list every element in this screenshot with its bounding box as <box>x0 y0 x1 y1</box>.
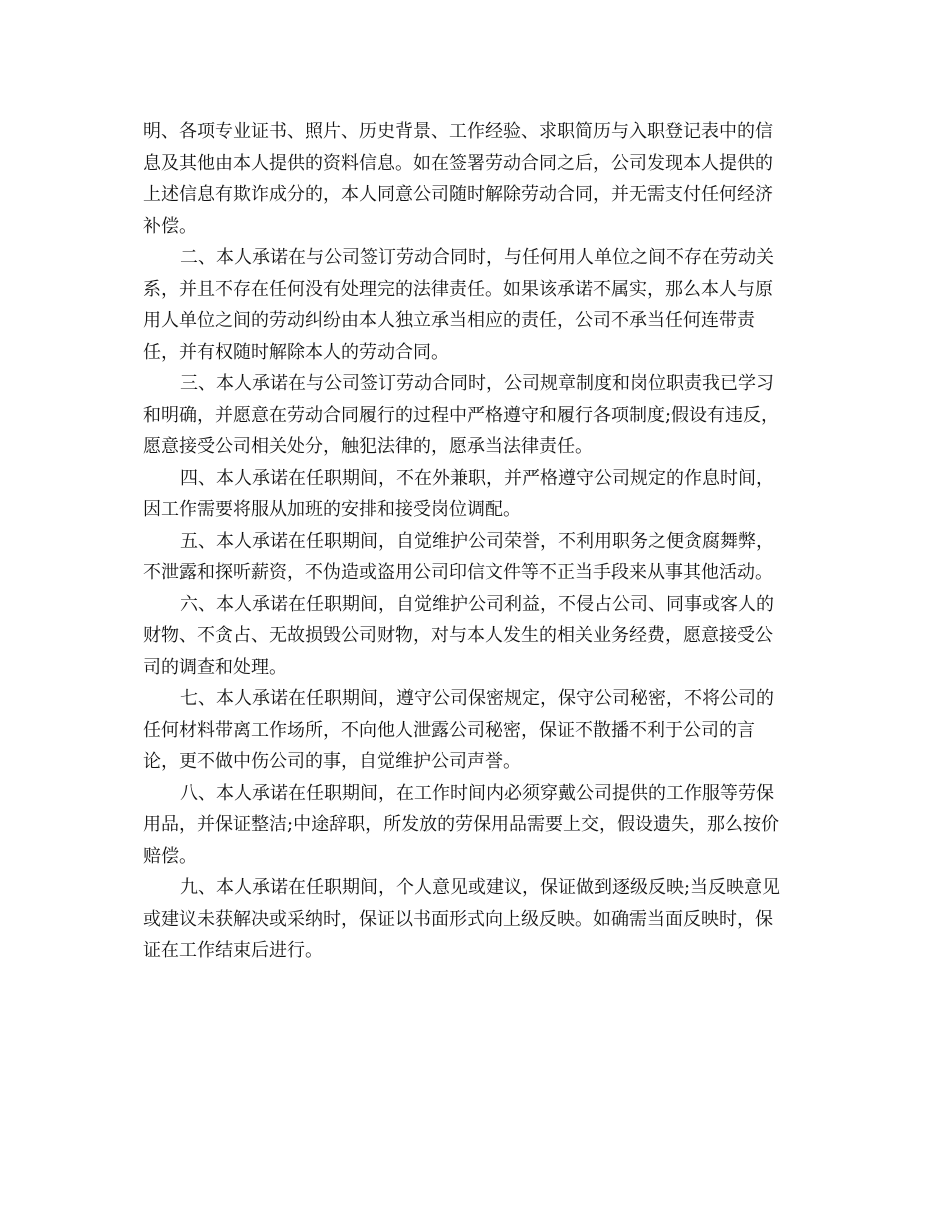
text-line: 八、本人承诺在任职期间，在工作时间内必须穿戴公司提供的工作服等劳保 <box>180 782 774 804</box>
text-line: 愿意接受公司相关处分，触犯法律的，愿承当法律责任。 <box>143 436 593 457</box>
paragraph-clause-3 <box>143 368 803 463</box>
text-line: 司的调查和处理。 <box>143 656 287 678</box>
text-line: 四、本人承诺在任职期间，不在外兼职，并严格遵守公司规定的作息时间， <box>180 467 774 489</box>
paragraph-clause-8 <box>143 778 803 873</box>
text-line: 任何材料带离工作场所，不向他人泄露公司秘密，保证不散播不利于公司的言 <box>143 719 755 741</box>
text-line: 七、本人承诺在任职期间，遵守公司保密规定，保守公司秘密，不将公司的 <box>180 688 774 709</box>
text-line: 明、各项专业证书、照片、历史背景、工作经验、求职简历与入职登记表中的信 <box>143 121 773 142</box>
text-line: 或建议未获解决或采纳时，保证以书面形式向上级反映。如确需当面反映时，保 <box>143 908 773 930</box>
text-line: 五、本人承诺在任职期间，自觉维护公司荣誉，不利用职务之便贪腐舞弊， <box>180 530 774 552</box>
text-line: 二、本人承诺在与公司签订劳动合同时，与任何用人单位之间不存在劳动关 <box>180 247 774 268</box>
text-line: 证在工作结束后进行。 <box>143 940 323 961</box>
document-body <box>143 116 803 967</box>
text-line: 息及其他由本人提供的资料信息。如在签署劳动合同之后，公司发现本人提供的 <box>143 152 773 174</box>
text-line: 六、本人承诺在任职期间，自觉维护公司利益，不侵占公司、同事或客人的 <box>180 593 774 615</box>
text-line: 用品，并保证整洁;中途辞职，所发放的劳保用品需要上交，假设遗失，那么按价 <box>143 814 780 835</box>
text-line: 九、本人承诺在任职期间，个人意见或建议，保证做到逐级反映;当反映意见 <box>180 877 781 898</box>
paragraph-clause-9 <box>143 872 803 967</box>
paragraph-intro-continued <box>143 116 803 242</box>
text-line: 三、本人承诺在与公司签订劳动合同时，公司规章制度和岗位职责我已学习 <box>180 373 774 394</box>
text-line: 上述信息有欺诈成分的，本人同意公司随时解除劳动合同，并无需支付任何经济 <box>143 184 773 205</box>
text-line: 赔偿。 <box>143 845 197 867</box>
text-line: 系，并且不存在任何没有处理完的法律责任。如果该承诺不属实，那么本人与原 <box>143 278 773 300</box>
paragraph-clause-5 <box>143 526 803 589</box>
text-line: 用人单位之间的劳动纠纷由本人独立承当相应的责任，公司不承当任何连带责 <box>143 310 755 331</box>
text-line: 补偿。 <box>143 215 197 237</box>
paragraph-clause-7 <box>143 683 803 778</box>
text-line: 任，并有权随时解除本人的劳动合同。 <box>143 341 449 363</box>
paragraph-clause-2 <box>143 242 803 368</box>
paragraph-clause-6 <box>143 589 803 684</box>
text-line: 财物、不贪占、无故损毁公司财物，对与本人发生的相关业务经费，愿意接受公 <box>143 625 773 646</box>
text-line: 和明确，并愿意在劳动合同履行的过程中严格遵守和履行各项制度;假设有违反， <box>143 404 780 426</box>
paragraph-clause-4 <box>143 463 803 526</box>
text-line: 论，更不做中伤公司的事，自觉维护公司声誉。 <box>143 751 521 772</box>
text-line: 不泄露和探听薪资，不伪造或盗用公司印信文件等不正当手段来从事其他活动。 <box>143 562 773 583</box>
text-line: 因工作需要将服从加班的安排和接受岗位调配。 <box>143 499 521 520</box>
